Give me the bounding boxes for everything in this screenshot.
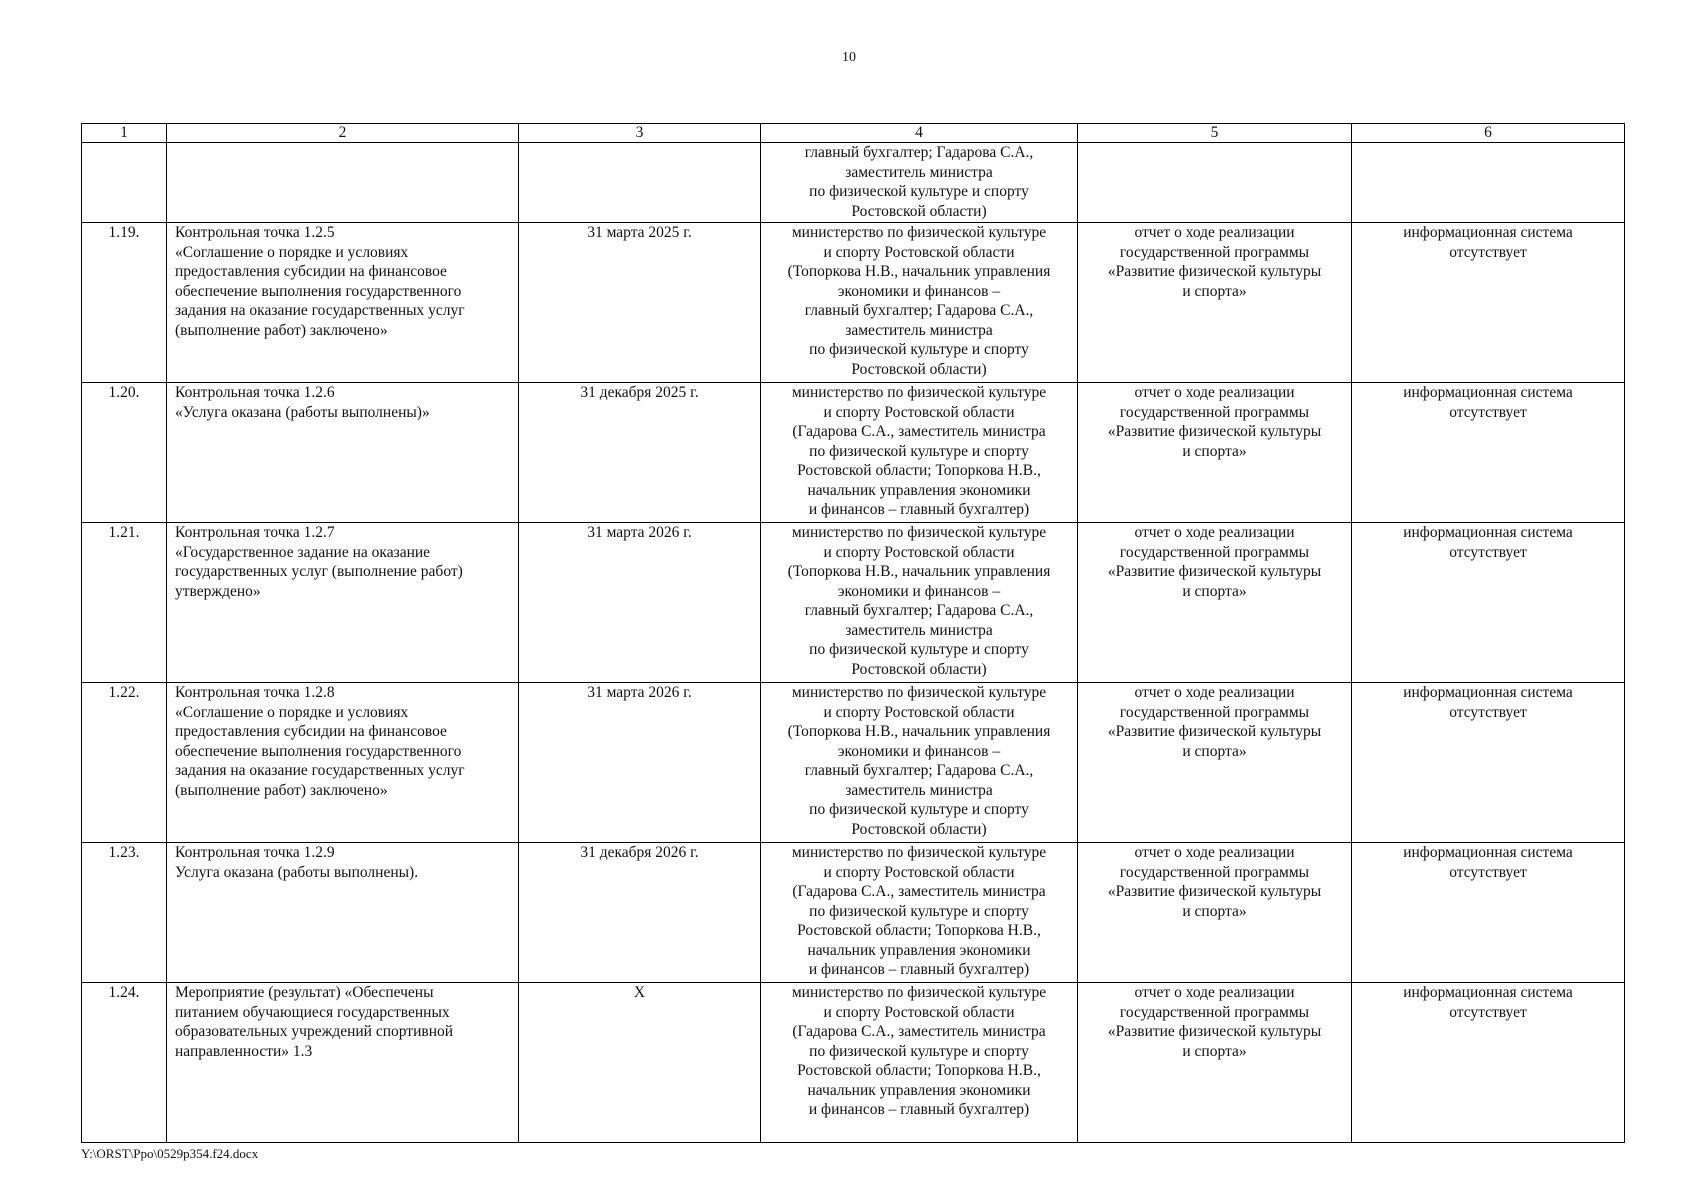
cell-line: Ростовской области; Топоркова Н.В.,	[797, 462, 1041, 479]
cell-line: направленности» 1.3	[175, 1042, 313, 1060]
cell-line: государственной программы	[1119, 403, 1310, 421]
cell-document	[1078, 383, 1352, 523]
cell-line: Контрольная точка 1.2.6	[175, 384, 335, 401]
cell-system	[1352, 143, 1625, 223]
cell-line: главный бухгалтер; Гадарова С.А.,	[804, 762, 1034, 779]
cell-line: Контрольная точка 1.2.8	[175, 684, 335, 701]
cell-responsible	[761, 683, 1078, 843]
column-number: 2	[167, 124, 519, 143]
cell-system	[1352, 983, 1625, 1143]
cell-name	[167, 983, 519, 1143]
cell-responsible	[761, 983, 1078, 1143]
cell-line: (Топоркова Н.В., начальник управления	[787, 563, 1051, 580]
cell-line: и спорта»	[1182, 902, 1247, 920]
cell-line: отчет о ходе реализации	[1134, 984, 1295, 1001]
cell-line: «Государственное задание на оказание	[175, 543, 431, 561]
table-row	[82, 523, 1625, 683]
column-number-row	[82, 124, 1625, 143]
cell-document	[1078, 523, 1352, 683]
cell-line: государственной программы	[1119, 703, 1310, 721]
cell-number: 1.20.	[82, 383, 167, 523]
cell-number: 1.23.	[82, 843, 167, 983]
cell-name	[167, 223, 519, 383]
cell-line: (Топоркова Н.В., начальник управления	[787, 263, 1051, 280]
cell-number: 1.24.	[82, 983, 167, 1143]
cell-line: информационная система	[1403, 384, 1573, 401]
cell-line: информационная система	[1403, 984, 1573, 1001]
cell-line: питанием обучающиеся государственных	[175, 1003, 450, 1021]
cell-document	[1078, 983, 1352, 1143]
cell-line: (Гадарова С.А., заместитель министра	[792, 423, 1046, 440]
cell-line: Мероприятие (результат) «Обеспечены	[175, 984, 434, 1001]
cell-line: заместитель министра	[845, 163, 993, 181]
cell-line: отчет о ходе реализации	[1134, 384, 1295, 401]
cell-line: информационная система	[1403, 844, 1573, 861]
table-row	[82, 383, 1625, 523]
page-number: 10	[842, 50, 856, 65]
cell-date: 31 марта 2025 г.	[519, 223, 761, 383]
cell-line: и спорту Ростовской области	[823, 1003, 1015, 1021]
cell-number: 1.21.	[82, 523, 167, 683]
cell-system	[1352, 223, 1625, 383]
cell-system	[1352, 683, 1625, 843]
cell-line: «Развитие физической культуры	[1107, 1023, 1322, 1040]
column-number: 3	[519, 124, 761, 143]
cell-line: Контрольная точка 1.2.7	[175, 524, 335, 541]
cell-line: Контрольная точка 1.2.5	[175, 224, 335, 241]
cell-line: (Топоркова Н.В., начальник управления	[787, 723, 1051, 740]
cell-line: экономики и финансов –	[837, 582, 1001, 600]
cell-line: и спорту Ростовской области	[823, 863, 1015, 881]
cell-line: по физической культуре и спорту	[809, 183, 1029, 200]
cell-line: «Развитие физической культуры	[1107, 883, 1322, 900]
cell-line: по физической культуре и спорту	[809, 801, 1029, 818]
cell-line: начальник управления экономики	[807, 481, 1031, 499]
cell-line: обеспечение выполнения государственного	[175, 742, 462, 760]
cell-name	[167, 143, 519, 223]
cell-line: министерство по физической культуре	[791, 844, 1047, 861]
column-number: 5	[1078, 124, 1352, 143]
cell-line: «Услуга оказана (работы выполнены)»	[175, 403, 430, 421]
cell-line: «Развитие физической культуры	[1107, 423, 1322, 440]
cell-name	[167, 523, 519, 683]
file-path-footer: Y:\ORST\Ppo\0529p354.f24.docx	[81, 1146, 259, 1161]
cell-name	[167, 843, 519, 983]
cell-line: по физической культуре и спорту	[809, 341, 1029, 358]
cell-line: и финансов – главный бухгалтер)	[808, 1101, 1030, 1118]
cell-line: информационная система	[1403, 524, 1573, 541]
cell-line: предоставления субсидии на финансовое	[175, 263, 447, 280]
cell-document	[1078, 843, 1352, 983]
cell-system	[1352, 843, 1625, 983]
cell-document	[1078, 683, 1352, 843]
cell-line: по физической культуре и спорту	[809, 902, 1029, 920]
cell-line: заместитель министра	[845, 781, 993, 799]
cell-date: 31 декабря 2026 г.	[519, 843, 761, 983]
cell-line: Контрольная точка 1.2.9	[175, 844, 335, 861]
cell-responsible	[761, 843, 1078, 983]
cell-line: (выполнение работ) заключено»	[175, 321, 388, 339]
cell-date: 31 марта 2026 г.	[519, 523, 761, 683]
cell-line: экономики и финансов –	[837, 742, 1001, 760]
table-row	[82, 223, 1625, 383]
cell-line: и спорта»	[1182, 282, 1247, 300]
cell-line: и спорта»	[1182, 1042, 1247, 1060]
cell-line: и спорту Ростовской области	[823, 243, 1015, 261]
cell-system	[1352, 383, 1625, 523]
cell-line: и финансов – главный бухгалтер)	[808, 961, 1030, 978]
cell-date	[519, 143, 761, 223]
table-row	[82, 983, 1625, 1143]
cell-responsible	[761, 383, 1078, 523]
cell-line: экономики и финансов –	[837, 282, 1001, 300]
cell-line: отчет о ходе реализации	[1134, 224, 1295, 241]
cell-line: отсутствует	[1449, 1003, 1527, 1021]
cell-date: Х	[519, 983, 761, 1143]
cell-date: 31 марта 2026 г.	[519, 683, 761, 843]
cell-line: министерство по физической культуре	[791, 524, 1047, 541]
cell-line: отсутствует	[1449, 703, 1527, 721]
cell-line: «Соглашение о порядке и условиях	[175, 243, 409, 261]
cell-line: Ростовской области; Топоркова Н.В.,	[797, 1062, 1041, 1079]
cell-line: и финансов – главный бухгалтер)	[808, 501, 1030, 518]
cell-name	[167, 383, 519, 523]
cell-line: главный бухгалтер; Гадарова С.А.,	[804, 144, 1034, 161]
cell-line: и спорту Ростовской области	[823, 403, 1015, 421]
cell-line: информационная система	[1403, 684, 1573, 701]
cell-line: утверждено»	[175, 582, 261, 600]
cell-line: отчет о ходе реализации	[1134, 524, 1295, 541]
cell-line: «Соглашение о порядке и условиях	[175, 703, 409, 721]
cell-line: «Развитие физической культуры	[1107, 263, 1322, 280]
column-number: 6	[1352, 124, 1625, 143]
cell-line: и спорта»	[1182, 582, 1247, 600]
cell-line: задания на оказание государственных услуг	[175, 302, 465, 319]
cell-line: информационная система	[1403, 224, 1573, 241]
control-points-table	[81, 123, 1625, 1143]
cell-line: отчет о ходе реализации	[1134, 844, 1295, 861]
cell-line: министерство по физической культуре	[791, 224, 1047, 241]
column-number: 1	[82, 124, 167, 143]
cell-line: отсутствует	[1449, 403, 1527, 421]
cell-line: задания на оказание государственных услуг	[175, 762, 465, 779]
cell-line: начальник управления экономики	[807, 941, 1031, 959]
cell-document	[1078, 143, 1352, 223]
cell-line: Ростовской области)	[851, 820, 987, 838]
cell-line: государственной программы	[1119, 1003, 1310, 1021]
cell-line: начальник управления экономики	[807, 1081, 1031, 1099]
cell-line: министерство по физической культуре	[791, 384, 1047, 401]
cell-line: образовательных учреждений спортивной	[175, 1023, 454, 1040]
cell-line: (Гадарова С.А., заместитель министра	[792, 1023, 1046, 1040]
cell-line: главный бухгалтер; Гадарова С.А.,	[804, 302, 1034, 319]
cell-responsible	[761, 523, 1078, 683]
cell-line: заместитель министра	[845, 321, 993, 339]
cell-line: отсутствует	[1449, 863, 1527, 881]
cell-line: по физической культуре и спорту	[809, 1042, 1029, 1060]
cell-line: отсутствует	[1449, 243, 1527, 261]
cell-line: и спорту Ростовской области	[823, 703, 1015, 721]
cell-name	[167, 683, 519, 843]
cell-line: государственной программы	[1119, 863, 1310, 881]
cell-line: и спорта»	[1182, 742, 1247, 760]
cell-line: обеспечение выполнения государственного	[175, 282, 462, 300]
table-body	[82, 143, 1625, 1143]
cell-document	[1078, 223, 1352, 383]
cell-system	[1352, 523, 1625, 683]
cell-line: отсутствует	[1449, 543, 1527, 561]
cell-line: Ростовской области; Топоркова Н.В.,	[797, 922, 1041, 939]
table-row	[82, 683, 1625, 843]
cell-line: (Гадарова С.А., заместитель министра	[792, 883, 1046, 900]
cell-responsible	[761, 143, 1078, 223]
cell-date: 31 декабря 2025 г.	[519, 383, 761, 523]
cell-line: по физической культуре и спорту	[809, 641, 1029, 658]
cell-line: министерство по физической культуре	[791, 984, 1047, 1001]
table-row	[82, 843, 1625, 983]
cell-line: «Развитие физической культуры	[1107, 563, 1322, 580]
cell-line: «Развитие физической культуры	[1107, 723, 1322, 740]
column-number: 4	[761, 124, 1078, 143]
cell-line: отчет о ходе реализации	[1134, 684, 1295, 701]
cell-line: государственных услуг (выполнение работ)	[175, 563, 463, 580]
cell-number: 1.22.	[82, 683, 167, 843]
cell-number: 1.19.	[82, 223, 167, 383]
cell-line: и спорту Ростовской области	[823, 543, 1015, 561]
cell-line: Ростовской области)	[851, 360, 987, 378]
cell-number	[82, 143, 167, 223]
cell-line: и спорта»	[1182, 442, 1247, 460]
cell-responsible	[761, 223, 1078, 383]
cell-line: заместитель министра	[845, 621, 993, 639]
cell-line: предоставления субсидии на финансовое	[175, 723, 447, 740]
cell-line: по физической культуре и спорту	[809, 442, 1029, 460]
cell-line: государственной программы	[1119, 243, 1310, 261]
cell-line: министерство по физической культуре	[791, 684, 1047, 701]
cell-line: Ростовской области)	[851, 202, 987, 220]
cell-line: (выполнение работ) заключено»	[175, 781, 388, 799]
continuation-row	[82, 143, 1625, 223]
cell-line: главный бухгалтер; Гадарова С.А.,	[804, 602, 1034, 619]
cell-line: Услуга оказана (работы выполнены).	[175, 863, 419, 881]
cell-line: государственной программы	[1119, 543, 1310, 561]
cell-line: Ростовской области)	[851, 660, 987, 678]
